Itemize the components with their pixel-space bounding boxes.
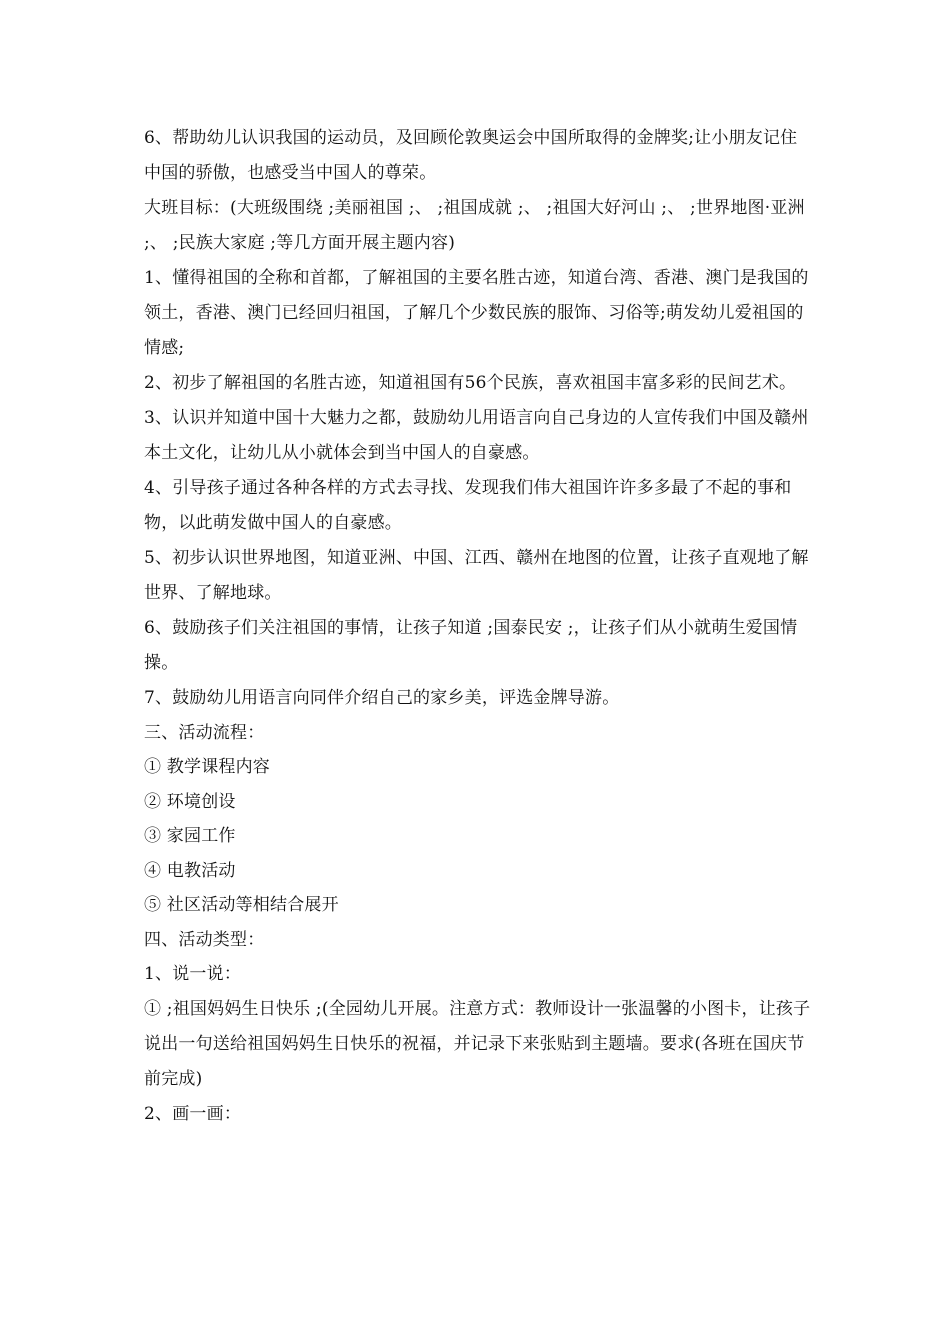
paragraph-goal-1: 1、懂得祖国的全称和首都，了解祖国的主要名胜古迹，知道台湾、香港、澳门是我国的领土，香港、澳门已经回归祖国，了解几个少数民族的服饰、习俗等;萌发幼儿爱祖国的情感; [144, 268, 809, 358]
list-item-process-2: ② 环境创设 [144, 791, 236, 812]
paragraph-goal-7: 7、鼓励幼儿用语言向同伴介绍自己的家乡美，评选金牌导游。 [144, 688, 620, 708]
subheading-say: 1、说一说： [144, 964, 242, 984]
paragraph-goal-5: 5、初步认识世界地图，知道亚洲、中国、江西、赣州在地图的位置，让孩子直观地了解世界、了解地球。 [144, 548, 809, 603]
document-body [144, 121, 812, 1132]
paragraph-goal-3: 3、认识并知道中国十大魅力之都，鼓励幼儿用语言向自己身边的人宣传我们中国及赣州本土文化，让幼儿从小就体会到当中国人的自豪感。 [144, 408, 809, 463]
list-item-process-3: ③ 家园工作 [144, 826, 236, 846]
paragraph-senior-class-goals: 大班目标：(大班级围绕 ;美丽祖国 ;、 ;祖国成就 ;、 ;祖国大好河山 ;、 ;世界地图·亚洲 ;、 ;民族大家庭 ;等几方面开展主题内容) [144, 198, 805, 253]
list-item-process-4: ④ 电教活动 [144, 860, 236, 881]
section-heading-activity-process: 三、活动流程： [144, 722, 265, 743]
paragraph-say-item-1: ① ;祖国妈妈生日快乐 ;(全园幼儿开展。注意方式：教师设计一张温馨的小图卡，让孩子说出一句送给祖国妈妈生日快乐的祝福，并记录下来张贴到主题墙。要求(各班在国庆节前完成) [144, 998, 811, 1089]
paragraph-goal-6: 6、帮助幼儿认识我国的运动员，及回顾伦敦奥运会中国所取得的金牌奖;让小朋友记住中国的骄傲，也感受当中国人的尊荣。 [144, 128, 798, 183]
list-item-process-5: ⑤ 社区活动等相结合展开 [144, 895, 339, 915]
list-item-process-1: ① 教学课程内容 [144, 757, 271, 777]
subheading-draw: 2、画一画： [144, 1103, 242, 1124]
paragraph-goal-4: 4、引导孩子通过各种各样的方式去寻找、发现我们伟大祖国许许多多最了不起的事和物，以此萌发做中国人的自豪感。 [144, 478, 792, 533]
paragraph-goal-6b: 6、鼓励孩子们关注祖国的事情，让孩子知道 ;国泰民安 ;，让孩子们从小就萌生爱国情操。 [144, 618, 798, 673]
paragraph-goal-2: 2、初步了解祖国的名胜古迹，知道祖国有56个民族，喜欢祖国丰富多彩的民间艺术。 [144, 373, 797, 393]
section-heading-activity-types: 四、活动类型： [144, 929, 265, 950]
